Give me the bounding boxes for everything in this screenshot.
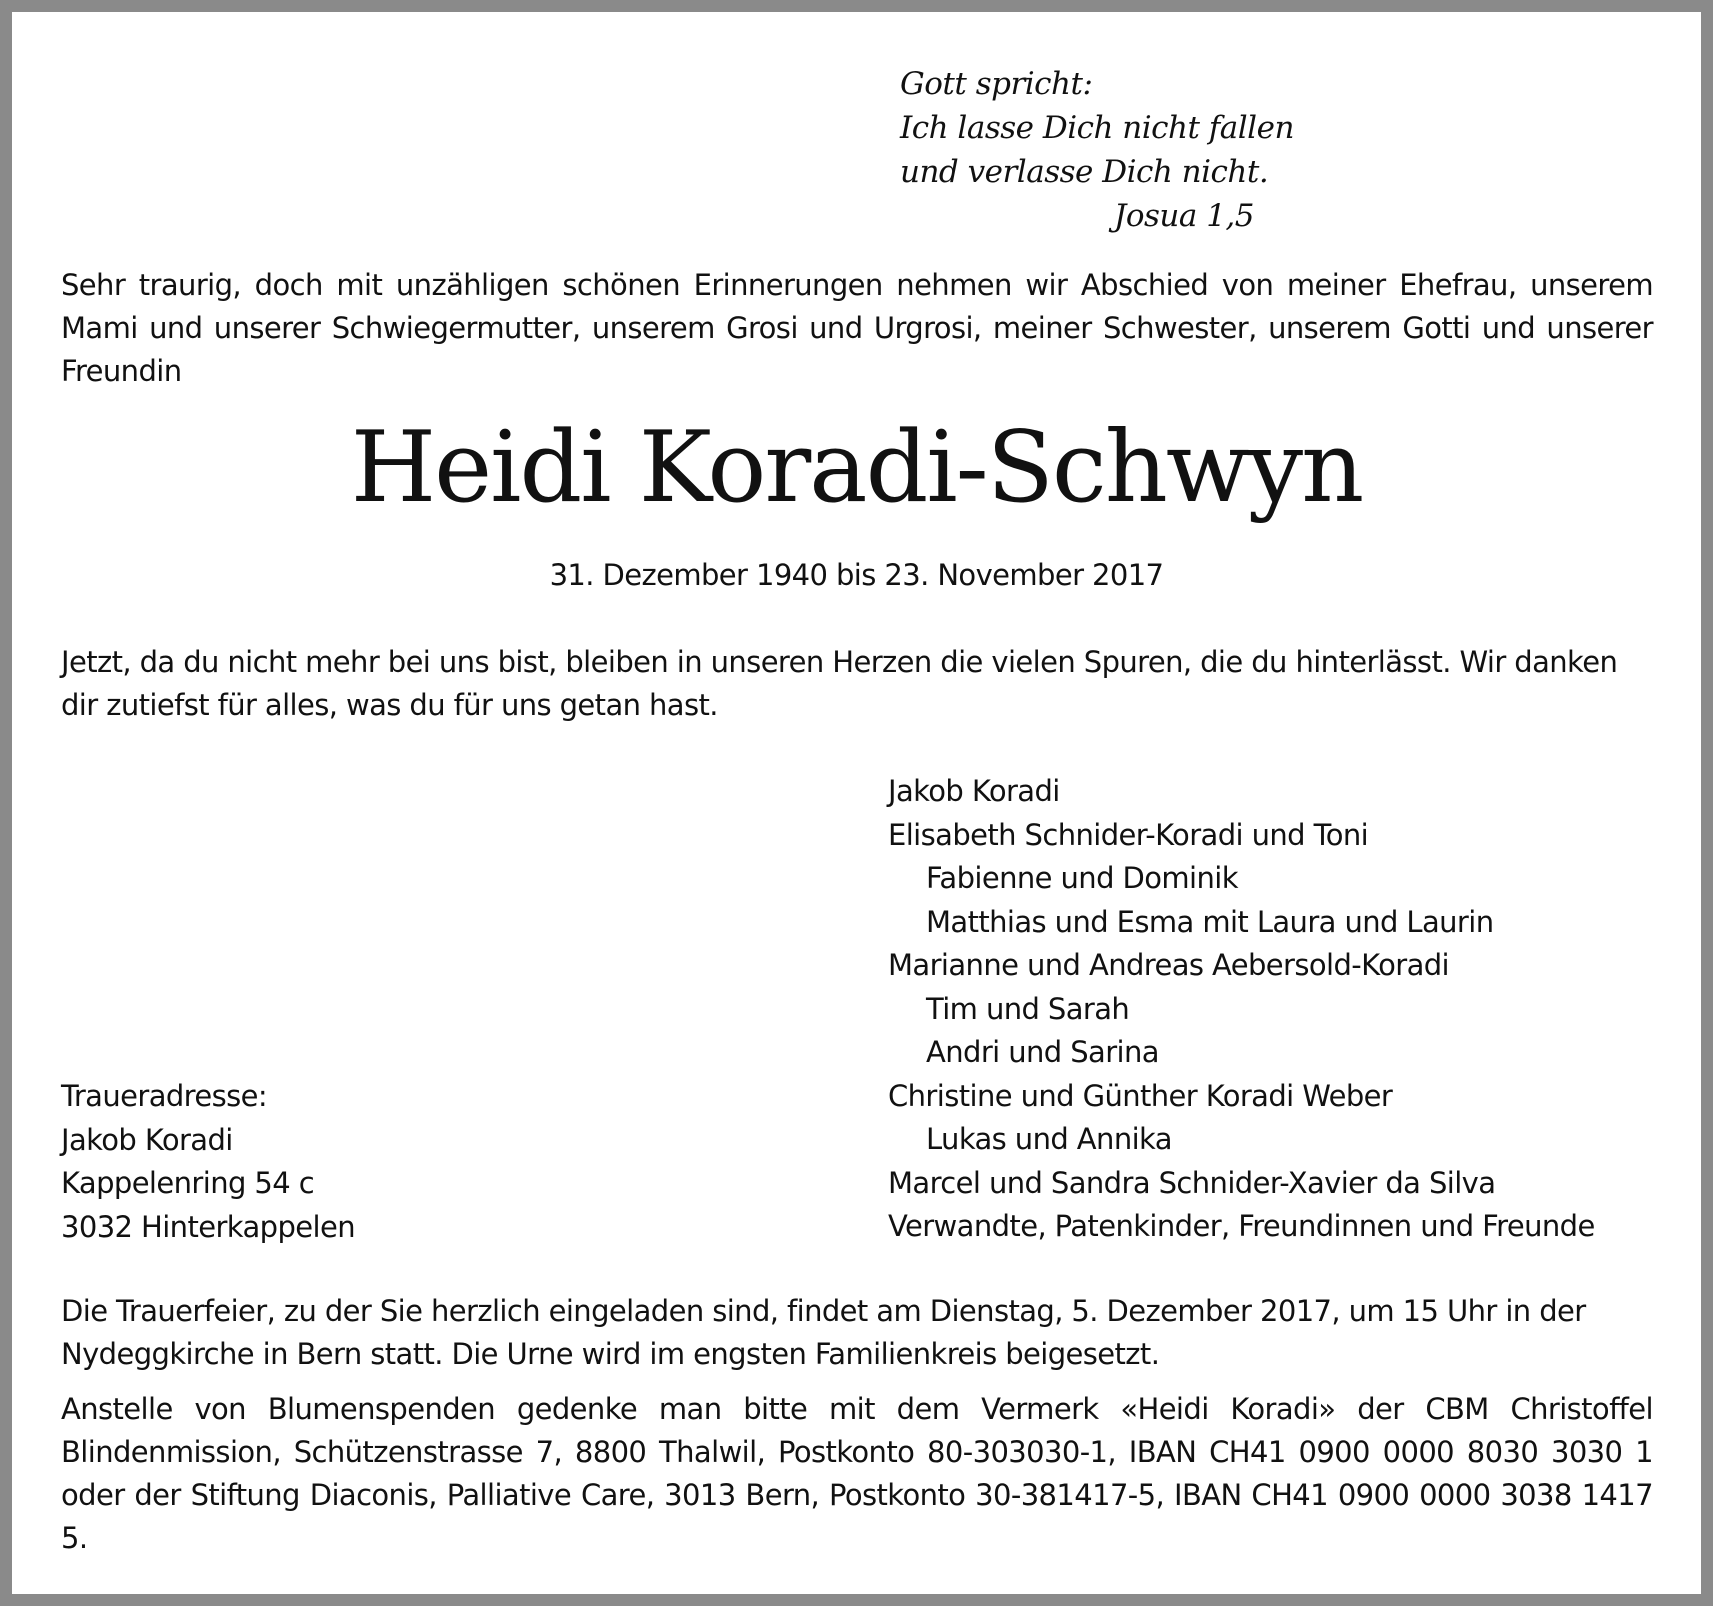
address-street: Kappelenring 54 c bbox=[61, 1166, 315, 1200]
thanks-paragraph: Jetzt, da du nicht mehr bei uns bist, bleiben in unseren Herzen die vielen Spuren, die du hinterlässt. Wir danken dir zutiefst für alles, was du für uns getan hast. bbox=[61, 645, 1618, 722]
bible-quote bbox=[900, 62, 1294, 238]
mourner-entry: Verwandte, Patenkinder, Freundinnen und Freunde bbox=[888, 1209, 1595, 1243]
intro-paragraph: Sehr traurig, doch mit unzähligen schönen Erinnerungen nehmen wir Abschied von meiner Ehefrau, unserem Mami und unserer Schwiegermutter, unserem Grosi und Urgrosi, meiner Schwester, unserem Gotti und unserer Freundin bbox=[61, 268, 1653, 388]
mourner-entry: Marianne und Andreas Aebersold-Koradi bbox=[888, 948, 1450, 982]
quote-line: und verlasse Dich nicht. bbox=[900, 154, 1269, 190]
mourner-entry: Matthias und Esma mit Laura und Laurin bbox=[926, 904, 1494, 939]
address-city: 3032 Hinterkappelen bbox=[61, 1209, 355, 1244]
ceremony-paragraph: Die Trauerfeier, zu der Sie herzlich eingeladen sind, findet am Dienstag, 5. Dezember 2017, um 15 Uhr in der Nydeggkirche in Bern statt. Die Urne wird im engsten Familienkreis beigesetzt. bbox=[61, 1294, 1586, 1371]
quote-line: Ich lasse Dich nicht fallen bbox=[900, 110, 1294, 146]
deceased-name: Heidi Koradi-Schwyn bbox=[350, 411, 1363, 525]
life-dates: 31. Dezember 1940 bis 23. November 2017 bbox=[549, 558, 1164, 592]
mourner-entry: Lukas und Annika bbox=[926, 1122, 1172, 1156]
donation-paragraph: Anstelle von Blumenspenden gedenke man bitte mit dem Vermerk «Heidi Koradi» der CBM Christoffel Blindenmission, Schützenstrasse 7, 8800 Thalwil, Postkonto 80-303030-1, IBAN CH41 0900 0000 8030 3030 1 oder der Stiftung Diaconis, Palliative Care, 3013 Bern, Postkonto 30-381417-5, IBAN CH41 0900 0000 3038 1417 5. bbox=[61, 1392, 1653, 1555]
address-heading: Traueradresse: bbox=[61, 1079, 268, 1113]
mourner-entry: Tim und Sarah bbox=[926, 991, 1130, 1026]
mourner-entry: Jakob Koradi bbox=[888, 774, 1060, 808]
mourner-entry: Andri und Sarina bbox=[926, 1035, 1159, 1069]
mourner-entry: Fabienne und Dominik bbox=[926, 861, 1238, 895]
mourner-entry: Christine und Günther Koradi Weber bbox=[888, 1078, 1393, 1113]
mourners-list bbox=[888, 770, 1595, 1249]
mourning-address bbox=[61, 1075, 355, 1249]
mourner-entry: Elisabeth Schnider-Koradi und Toni bbox=[888, 817, 1369, 852]
mourner-entry: Marcel und Sandra Schnider-Xavier da Silva bbox=[888, 1165, 1496, 1200]
quote-source: Josua 1,5 bbox=[1113, 198, 1254, 234]
quote-line: Gott spricht: bbox=[900, 66, 1093, 102]
address-name: Jakob Koradi bbox=[61, 1122, 233, 1157]
